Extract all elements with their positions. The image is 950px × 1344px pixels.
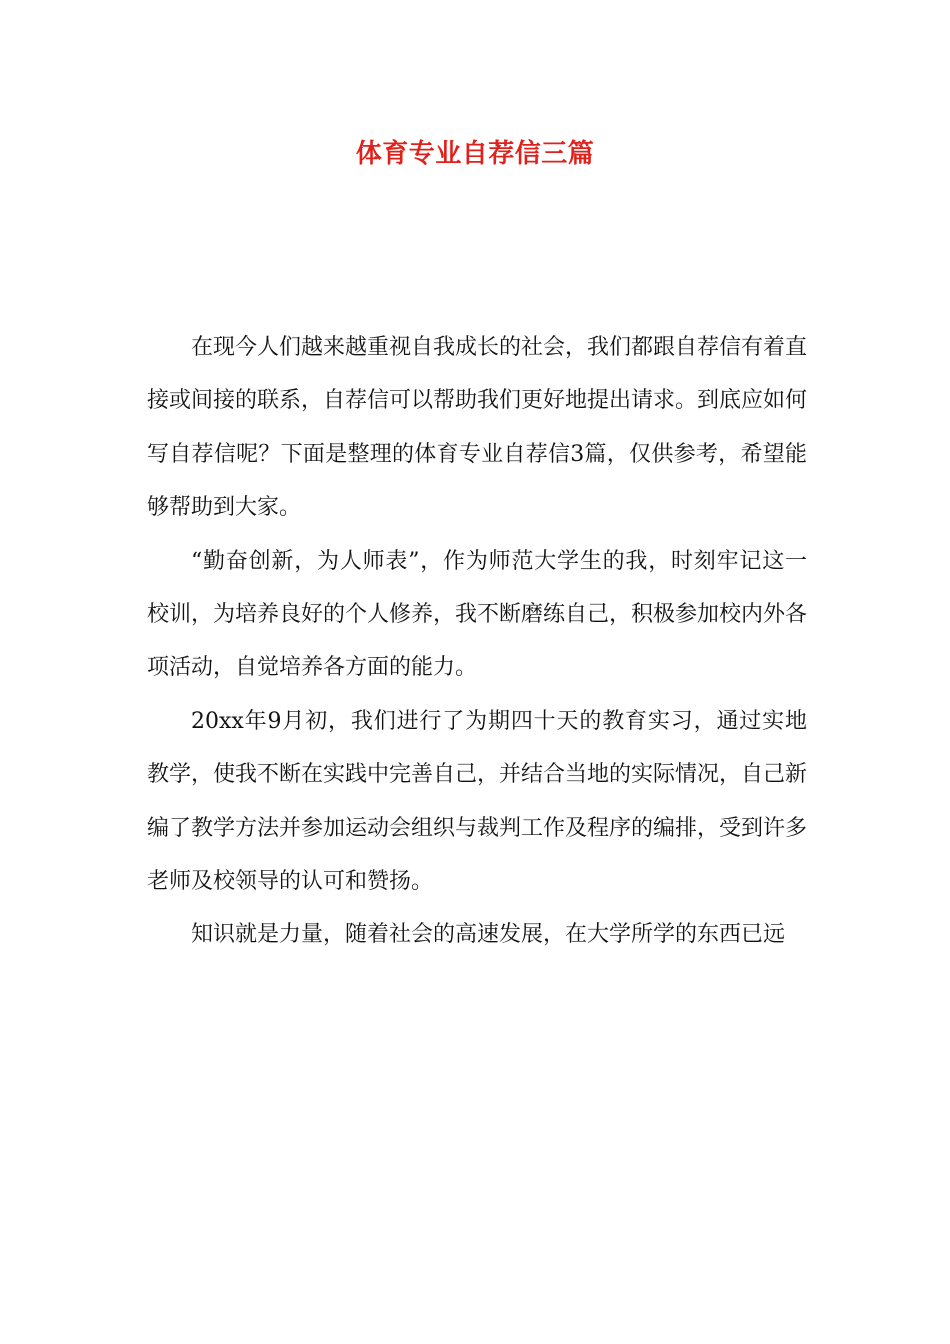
paragraph-internship: 20xx年9月初，我们进行了为期四十天的教育实习，通过实地教学，使我不断在实践中完善自己，并结合当地的实际情况，自己新编了教学方法并参加运动会组织与裁判工作及程序的编排，受到许多老师及校领导的认可和赞扬。 [147, 708, 808, 895]
paragraph-knowledge: 知识就是力量，随着社会的高速发展，在大学所学的东西已远 [191, 922, 786, 948]
paragraph-intro: 在现今人们越来越重视自我成长的社会，我们都跟自荐信有着直接或间接的联系，自荐信可以帮助我们更好地提出请求。到底应如何写自荐信呢？下面是整理的体育专业自荐信3篇，仅供参考，希望能够帮助到大家。 [147, 335, 808, 521]
document-body [147, 321, 807, 962]
paragraph-motto: “勤奋创新，为人师表”，作为师范大学生的我，时刻牢记这一校训，为培养良好的个人修养，我不断磨练自己，积极参加校内外各项活动，自觉培养各方面的能力。 [147, 548, 808, 681]
page-title: 体育专业自荐信三篇 [355, 139, 595, 169]
